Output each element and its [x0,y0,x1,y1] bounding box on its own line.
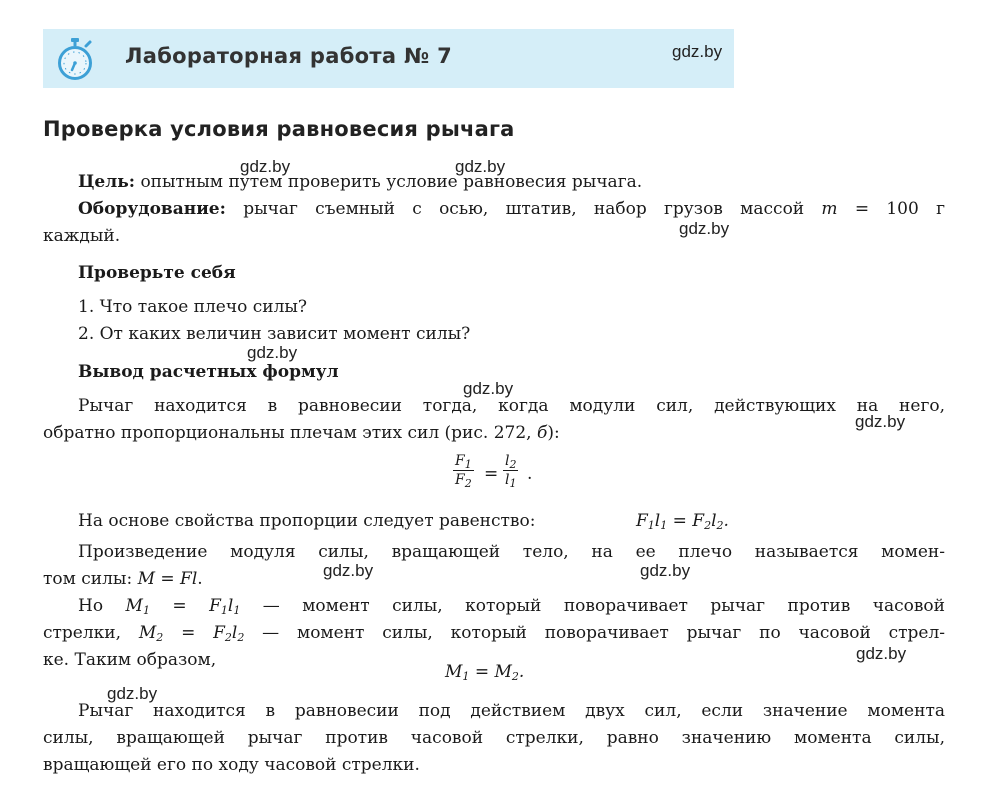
goal-label: Цель: [78,172,136,192]
goal-text: опытным путем проверить условие равновесия рычага. [135,172,643,192]
paragraph-2 [78,508,535,535]
equipment-line-2: каждый. [43,226,121,246]
paragraph-3-line-1: Произведение модуля силы, вращающей тело, на ее плечо называется момен- [78,542,945,562]
watermark: gdz.by [640,561,691,580]
watermark: gdz.by [463,379,514,398]
paragraph-5-line-2: силы, вращающей рычаг против часовой стрелки, равно значению момента силы, [43,728,945,748]
check-question-1: 1. Что такое плечо силы? [78,297,308,317]
moment-formula: M = Fl [137,569,198,589]
equipment-text: рычаг съемный с осью, штатив, набор грузов массой [225,199,822,219]
paragraph-1-line-2 [43,420,560,447]
watermark: gdz.by [240,157,291,176]
equipment-line [78,196,945,223]
watermark: gdz.by [855,412,906,431]
equality-formula: $F_1l_1 = F_2l_2$. [636,511,729,532]
watermark: gdz.by [856,644,907,663]
watermark: gdz.by [455,157,506,176]
paragraph-1-text: обратно пропорциональны плечам этих сил (рис. 272, [43,423,537,443]
equipment-label: Оборудование: [78,199,226,219]
paragraph-1-end: ): [547,423,560,443]
paragraph-2-text: На основе свойства пропорции следует равенство: [78,511,536,531]
paragraph-3-line-2: том силы: M = Fl. [43,569,203,589]
force-ratio-fraction: $\frac{F_1}{F_2}$ [455,453,472,490]
arm-ratio-fraction: $\frac{l_2}{l_1}$ [505,453,517,490]
paragraph-3-text: том силы: [43,569,138,589]
stopwatch-icon [55,37,95,81]
mass-variable: m [821,199,838,219]
moment-equality-formula: $M_1 = M_2$. [445,662,525,683]
period: . [527,464,533,484]
paragraph-4-line-1: Но $M_1 = F_1l_1$ — момент силы, который поворачивает рычаг против часовой [78,596,945,617]
mass-value: = 100 г [837,199,945,219]
watermark: gdz.by [323,561,374,580]
paragraph-4-line-2: стрелки, $M_2 = F_2l_2$ — момент силы, который поворачивает рычаг по часовой стрел- [43,623,945,644]
watermark: gdz.by [107,684,158,703]
page-title: Проверка условия равновесия рычага [43,117,515,141]
paragraph-4-line-3: ке. Таким образом, [43,650,217,670]
paragraph-1-line-1: Рычаг находится в равновесии тогда, когда модули сил, действующих на него, [78,396,945,416]
paragraph-5-line-3: вращающей его по ходу часовой стрелки. [43,755,420,775]
check-title: Проверьте себя [78,263,236,283]
equals-sign: = [484,464,499,484]
paragraph-5-line-1: Рычаг находится в равновесии под действием двух сил, если значение момента [78,701,945,721]
watermark: gdz.by [247,343,298,362]
derivation-title: Вывод расчетных формул [78,362,339,382]
goal-line [78,169,642,196]
lab-banner [43,29,734,88]
watermark: gdz.by [672,42,723,61]
check-question-2: 2. От каких величин зависит момент силы? [78,324,471,344]
figure-ref: б [536,423,548,443]
lab-title: Лабораторная работа № 7 [125,44,453,68]
watermark: gdz.by [679,219,730,238]
